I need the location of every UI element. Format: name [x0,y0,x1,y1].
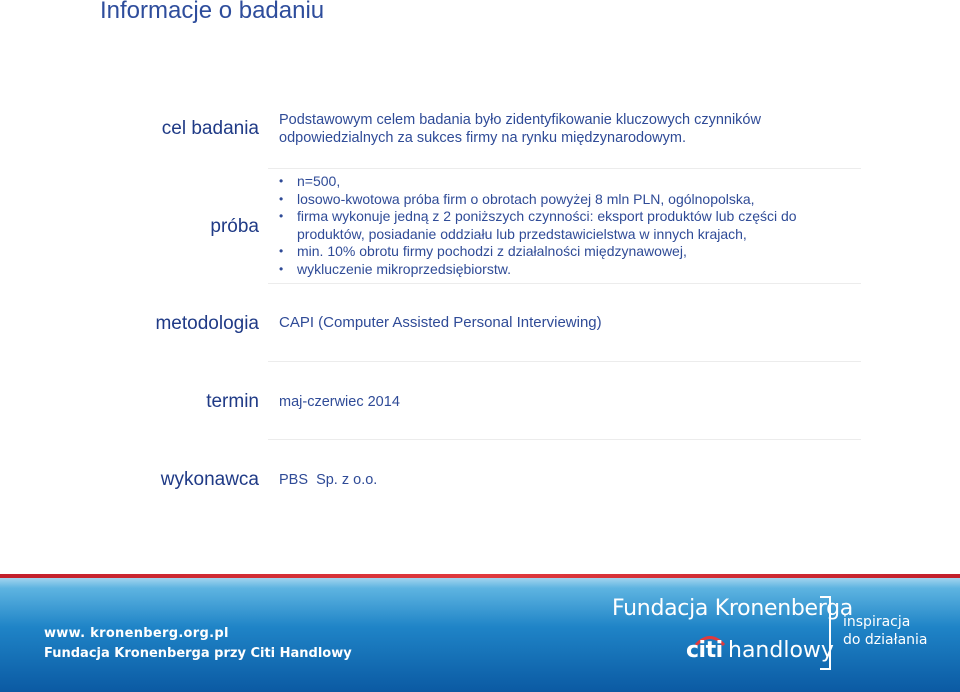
footer-url-link[interactable]: www. kronenberg.org.pl [44,626,229,641]
label-proba: próba [210,216,259,237]
list-item: • n=500, [279,173,859,191]
termin-text: maj-czerwiec 2014 [279,394,400,410]
proba-list-wrapper [279,173,859,278]
slogan-line-2: do działania [843,632,928,648]
divider [268,439,861,440]
divider [268,283,861,284]
list-item: • losowo-kwotowa próba firm o obrotach powyżej 8 mln PLN, ogólnopolska, [279,191,859,209]
page-title: Informacje o badaniu [100,0,325,24]
footer-org-name: Fundacja Kronenberga przy Citi Handlowy [44,646,352,661]
logo-handlowy: handlowy [728,638,834,663]
metodologia-text: CAPI (Computer Assisted Personal Interviewing) [279,314,602,331]
label-termin: termin [206,391,259,412]
proba-list [279,173,859,278]
citi-handlowy-logo [686,632,834,672]
logo-fundacja-kronenberga: Fundacja Kronenberga [612,596,853,621]
list-item: • wykluczenie mikroprzedsiębiorstw. [279,261,859,279]
footer-banner [0,574,960,692]
logo-bracket [820,596,831,670]
footer-red-stripe [0,574,960,578]
slogan-line-1: inspiracja [843,614,911,630]
label-wykonawca: wykonawca [160,469,259,490]
label-metodologia: metodologia [155,313,259,334]
list-item: • firma wykonuje jedną z 2 poniższych czynności: eksport produktów lub części do produktów, posiadanie oddziału lub przedstawicielstwa w innych krajach, [279,208,859,243]
label-cel-badania: cel badania [161,118,259,139]
wykonawca-text: PBS Sp. z o.o. [279,472,378,488]
list-item: • min. 10% obrotu firmy pochodzi z działalności międzynawowej, [279,243,859,261]
logo-citi: citi [686,638,723,663]
divider [268,168,861,169]
divider [268,361,861,362]
cel-badania-text: Podstawowym celem badania było zidentyfikowanie kluczowych czynników odpowiedzialnych za sukces firmy na rynku międzynarodowym. [279,112,761,146]
